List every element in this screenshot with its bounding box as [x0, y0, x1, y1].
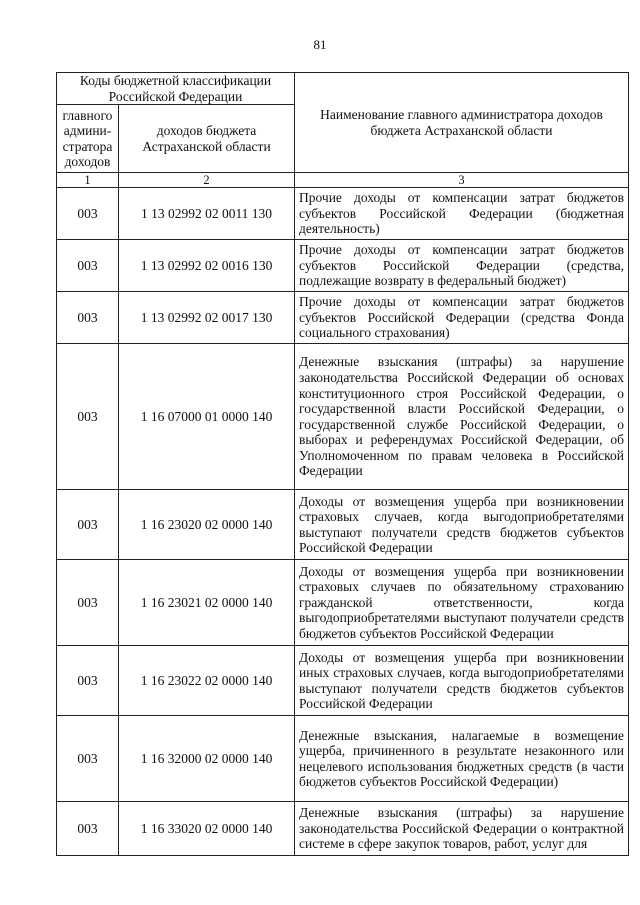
revenue-name-cell: Денежные взыскания, налагаемые в возмещение ущерба, причиненного в результате незаконного или нецелевого использования бюджетных средств (в части бюджетов субъектов Российской Федерации)	[295, 716, 629, 802]
revenue-code-cell: 1 16 32000 02 0000 140	[119, 716, 295, 802]
header-budget-revenue: доходов бюджета Астраханской области	[119, 105, 295, 173]
table-row	[57, 344, 629, 490]
admin-code-cell: 003	[57, 802, 119, 856]
revenue-code-cell: 1 13 02992 02 0011 130	[119, 188, 295, 240]
revenue-name-cell: Доходы от возмещения ущерба при возникновении иных страховых случаев, когда выгодоприобретателями выступают получатели средств бюджетов субъектов Российской Федерации	[295, 646, 629, 716]
revenue-code-cell: 1 13 02992 02 0016 130	[119, 240, 295, 292]
table-row	[57, 292, 629, 344]
revenue-code-cell: 1 16 23021 02 0000 140	[119, 560, 295, 646]
table-row	[57, 188, 629, 240]
revenue-name-cell: Доходы от возмещения ущерба при возникновении страховых случаев по обязательному страхованию гражданской ответственности, когда выгодоприобретателями выступают получатели средств бюджетов субъектов Российской Федерации	[295, 560, 629, 646]
table-row	[57, 490, 629, 560]
revenue-code-cell: 1 16 07000 01 0000 140	[119, 344, 295, 490]
revenue-code-cell: 1 16 23020 02 0000 140	[119, 490, 295, 560]
budget-classification-table	[56, 72, 629, 856]
revenue-code-cell: 1 16 23022 02 0000 140	[119, 646, 295, 716]
admin-code-cell: 003	[57, 490, 119, 560]
column-number: 3	[295, 173, 629, 188]
admin-code-cell: 003	[57, 240, 119, 292]
revenue-name-cell: Прочие доходы от компенсации затрат бюджетов субъектов Российской Федерации (средства Фонда социального страхования)	[295, 292, 629, 344]
admin-code-cell: 003	[57, 292, 119, 344]
header-codes-group: Коды бюджетной классификации Российской Федерации	[57, 73, 295, 105]
admin-code-cell: 003	[57, 188, 119, 240]
revenue-name-cell: Доходы от возмещения ущерба при возникновении страховых случаев, когда выгодоприобретателями выступают получатели средств бюджетов субъектов Российской Федерации	[295, 490, 629, 560]
column-number: 2	[119, 173, 295, 188]
header-administrator-name: Наименование главного администратора доходов бюджета Астраханской области	[295, 73, 629, 173]
page-number: 81	[313, 37, 327, 52]
table-row	[57, 646, 629, 716]
revenue-name-cell: Прочие доходы от компенсации затрат бюджетов субъектов Российской Федерации (бюджетная деятельность)	[295, 188, 629, 240]
revenue-name-cell: Денежные взыскания (штрафы) за нарушение законодательства Российской Федерации о контрактной системе в сфере закупок товаров, работ, услуг для	[295, 802, 629, 856]
revenue-code-cell: 1 16 33020 02 0000 140	[119, 802, 295, 856]
admin-code-cell: 003	[57, 344, 119, 490]
table-row	[57, 716, 629, 802]
column-number: 1	[57, 173, 119, 188]
revenue-name-cell: Прочие доходы от компенсации затрат бюджетов субъектов Российской Федерации (средства, подлежащие возврату в федеральный бюджет)	[295, 240, 629, 292]
table-row	[57, 560, 629, 646]
header-main-administrator: главного админи-стратора доходов	[57, 105, 119, 173]
table-row	[57, 802, 629, 856]
table-row	[57, 240, 629, 292]
admin-code-cell: 003	[57, 560, 119, 646]
revenue-name-cell: Денежные взыскания (штрафы) за нарушение законодательства Российской Федерации об основах конституционного строя Российской Федерации, о государственной власти Российской Федерации, о государственной службе Российской Федерации, о выборах и референдумах Российской Федерации, об Уполномоченном по правам человека в Российской Федерации	[295, 344, 629, 490]
revenue-code-cell: 1 13 02992 02 0017 130	[119, 292, 295, 344]
admin-code-cell: 003	[57, 646, 119, 716]
admin-code-cell: 003	[57, 716, 119, 802]
